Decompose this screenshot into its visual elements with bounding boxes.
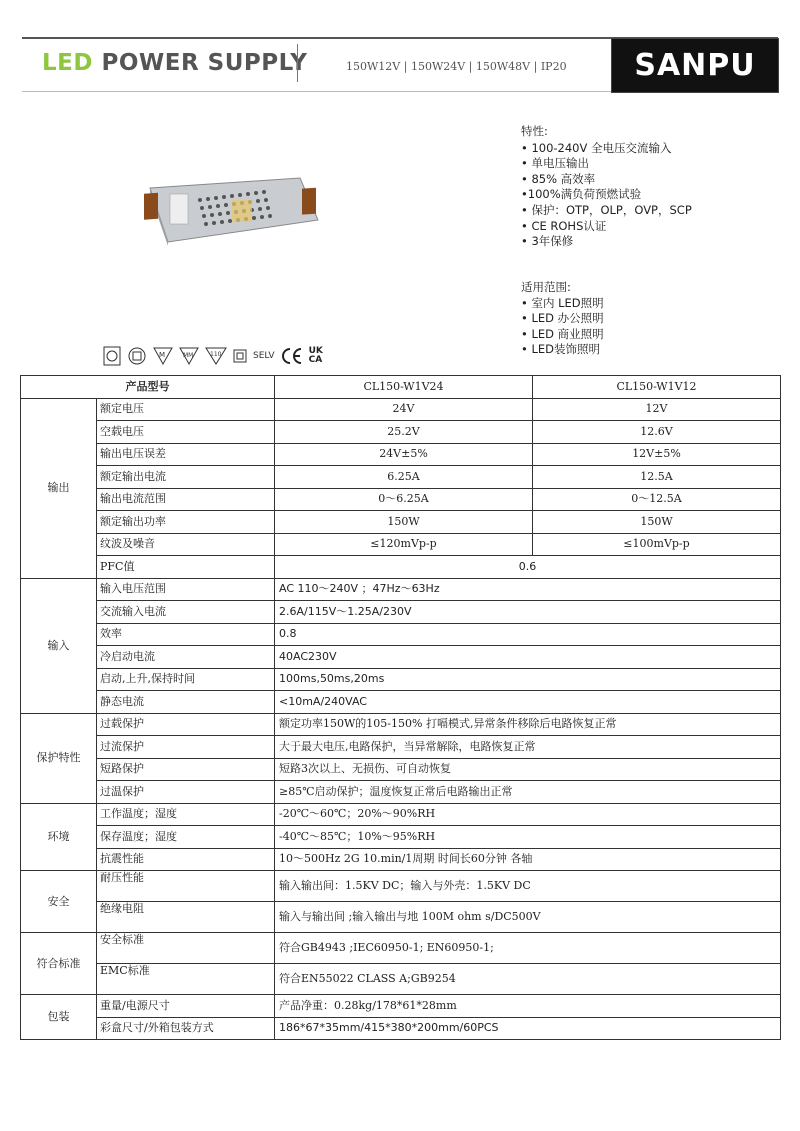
group-input: 输入 [21, 578, 97, 713]
application-item: • LED 办公照明 [521, 311, 604, 326]
application-item: • LED装饰照明 [521, 342, 600, 357]
row-label: 短路保护 [97, 758, 275, 781]
applications-heading: 适用范围: [521, 280, 571, 294]
table-row [21, 826, 781, 849]
value: <10mA/240VAC [275, 691, 781, 714]
table-row [21, 466, 781, 489]
feature-item: • 保护：OTP，OLP，OVP，SCP [521, 202, 692, 217]
title-rest: POWER SUPPLY [92, 50, 308, 76]
table-row [21, 533, 781, 556]
value-b: 12V±5% [533, 443, 781, 466]
value: 大于最大电压,电路保护，当异常解除，电路恢复正常 [275, 736, 781, 759]
table-row [21, 1017, 781, 1040]
features-heading: 特性: [521, 124, 548, 138]
enclosure-icon [127, 346, 147, 366]
value-b: 150W [533, 511, 781, 534]
brand-logo-text: SANPU [634, 48, 756, 83]
table-header-row [21, 376, 781, 399]
table-row [21, 511, 781, 534]
spec-table [20, 375, 781, 1040]
svg-text:M: M [159, 351, 166, 359]
value: 100ms,50ms,20ms [275, 668, 781, 691]
row-label: 安全标准 [97, 933, 275, 964]
row-label: 空载电压 [97, 421, 275, 444]
table-row [21, 623, 781, 646]
value: 符合GB4943 ;IEC60950-1; EN60950-1; [275, 933, 781, 964]
table-row [21, 848, 781, 871]
table-row [21, 736, 781, 759]
feature-item: • 85% 高效率 [521, 171, 596, 186]
applications-list [521, 280, 604, 358]
table-row [21, 803, 781, 826]
page-title [42, 50, 307, 76]
mm-mark-icon [179, 346, 199, 366]
row-label: 纹波及噪音 [97, 533, 275, 556]
brand-logo [611, 38, 779, 93]
group-output: 输出 [21, 398, 97, 578]
value-a: 6.25A [275, 466, 533, 489]
header-divider [297, 44, 298, 82]
ukca-mark [309, 347, 323, 365]
table-row [21, 488, 781, 511]
value: -20℃～60℃；20%～90%RH [275, 803, 781, 826]
table-row [21, 995, 781, 1018]
ukca-top: UK [308, 346, 323, 356]
features-list [521, 124, 692, 250]
row-label: 交流输入电流 [97, 601, 275, 624]
value-b: 12.5A [533, 466, 781, 489]
group-environment: 环境 [21, 803, 97, 871]
row-label: PFC值 [97, 556, 275, 579]
table-row [21, 964, 781, 995]
model-a: CL150-W1V24 [275, 376, 533, 399]
header-specs: 150W12V | 150W24V | 150W48V | IP20 [346, 60, 567, 73]
product-image [140, 170, 320, 248]
group-protection: 保护特性 [21, 713, 97, 803]
row-label: EMC标准 [97, 964, 275, 995]
table-row [21, 933, 781, 964]
value: 额定功率150W的105-150% 打嗝模式,异常条件移除后电路恢复正常 [275, 713, 781, 736]
table-row [21, 578, 781, 601]
value-a: 0～6.25A [275, 488, 533, 511]
value: 输入与输出间 ;输入输出与地 100M ohm s/DC500V [275, 902, 781, 933]
value: 2.6A/115V～1.25A/230V [275, 601, 781, 624]
row-label: 输出电压误差 [97, 443, 275, 466]
table-row [21, 556, 781, 579]
table-row [21, 646, 781, 669]
value-b: ≤100mVp-p [533, 533, 781, 556]
value-b: 12.6V [533, 421, 781, 444]
row-label: 启动,上升,保持时间 [97, 668, 275, 691]
group-standards: 符合标准 [21, 933, 97, 995]
value: 产品净重：0.28kg/178*61*28mm [275, 995, 781, 1018]
table-row [21, 781, 781, 804]
value: -40℃～85℃；10%～95%RH [275, 826, 781, 849]
table-row [21, 902, 781, 933]
row-label: 静态电流 [97, 691, 275, 714]
value-b: 12V [533, 398, 781, 421]
temperature-rating-icon [205, 346, 227, 366]
svg-text:110: 110 [210, 351, 222, 358]
row-label: 彩盒尺寸/外箱包装方式 [97, 1017, 275, 1040]
value-b: 0～12.5A [533, 488, 781, 511]
row-label: 冷启动电流 [97, 646, 275, 669]
ukca-bottom: CA [308, 355, 323, 365]
value-a: 25.2V [275, 421, 533, 444]
value: ≥85℃启动保护；温度恢复正常后电路输出正常 [275, 781, 781, 804]
table-row [21, 713, 781, 736]
feature-item: • 3年保修 [521, 234, 574, 249]
value: AC 110～240V ；47Hz～63Hz [275, 578, 781, 601]
row-label: 额定输出电流 [97, 466, 275, 489]
table-row [21, 871, 781, 902]
group-safety: 安全 [21, 871, 97, 933]
row-label: 重量/电源尺寸 [97, 995, 275, 1018]
value: 符合EN55022 CLASS A;GB9254 [275, 964, 781, 995]
table-row [21, 421, 781, 444]
double-insulation-icon [233, 349, 247, 363]
row-label: 过载保护 [97, 713, 275, 736]
row-label: 绝缘电阻 [97, 902, 275, 933]
value: 0.6 [275, 556, 781, 579]
svg-text:MM: MM [183, 352, 194, 359]
row-label: 过流保护 [97, 736, 275, 759]
row-label: 额定电压 [97, 398, 275, 421]
ce-mark-icon [281, 347, 303, 365]
value: 0.8 [275, 623, 781, 646]
value-a: 24V [275, 398, 533, 421]
model-b: CL150-W1V12 [533, 376, 781, 399]
class2-icon [103, 346, 121, 366]
value-a: 150W [275, 511, 533, 534]
row-label: 额定输出功率 [97, 511, 275, 534]
value: 10～500Hz 2G 10.min/1周期 时间长60分钟 各轴 [275, 848, 781, 871]
value: 输入输出间：1.5KV DC；输入与外壳：1.5KV DC [275, 871, 781, 902]
m-mark-icon [153, 346, 173, 366]
table-row [21, 443, 781, 466]
selv-mark: SELV [253, 351, 275, 361]
value: 短路3次以上、无损伤、可自动恢复 [275, 758, 781, 781]
row-label: 工作温度；湿度 [97, 803, 275, 826]
value: 186*67*35mm/415*380*200mm/60PCS [275, 1017, 781, 1040]
value-a: ≤120mVp-p [275, 533, 533, 556]
application-item: • LED 商业照明 [521, 326, 604, 341]
row-label: 输入电压范围 [97, 578, 275, 601]
row-label: 保存温度；湿度 [97, 826, 275, 849]
table-row [21, 601, 781, 624]
row-label: 过温保护 [97, 781, 275, 804]
feature-item: •100%满负荷预燃试验 [521, 187, 642, 202]
value: 40AC230V [275, 646, 781, 669]
row-label: 抗震性能 [97, 848, 275, 871]
table-row [21, 691, 781, 714]
row-label: 输出电流范围 [97, 488, 275, 511]
feature-item: • 单电压输出 [521, 156, 589, 171]
title-led: LED [42, 50, 93, 76]
table-row [21, 668, 781, 691]
value-a: 24V±5% [275, 443, 533, 466]
group-packaging: 包装 [21, 995, 97, 1040]
row-label: 耐压性能 [97, 871, 275, 902]
table-row [21, 398, 781, 421]
certification-icons [103, 345, 323, 367]
application-item: • 室内 LED照明 [521, 295, 604, 310]
row-label: 效率 [97, 623, 275, 646]
table-row [21, 758, 781, 781]
model-label: 产品型号 [21, 376, 275, 399]
feature-item: • 100-240V 全电压交流输入 [521, 140, 672, 155]
feature-item: • CE ROHS认证 [521, 218, 607, 233]
